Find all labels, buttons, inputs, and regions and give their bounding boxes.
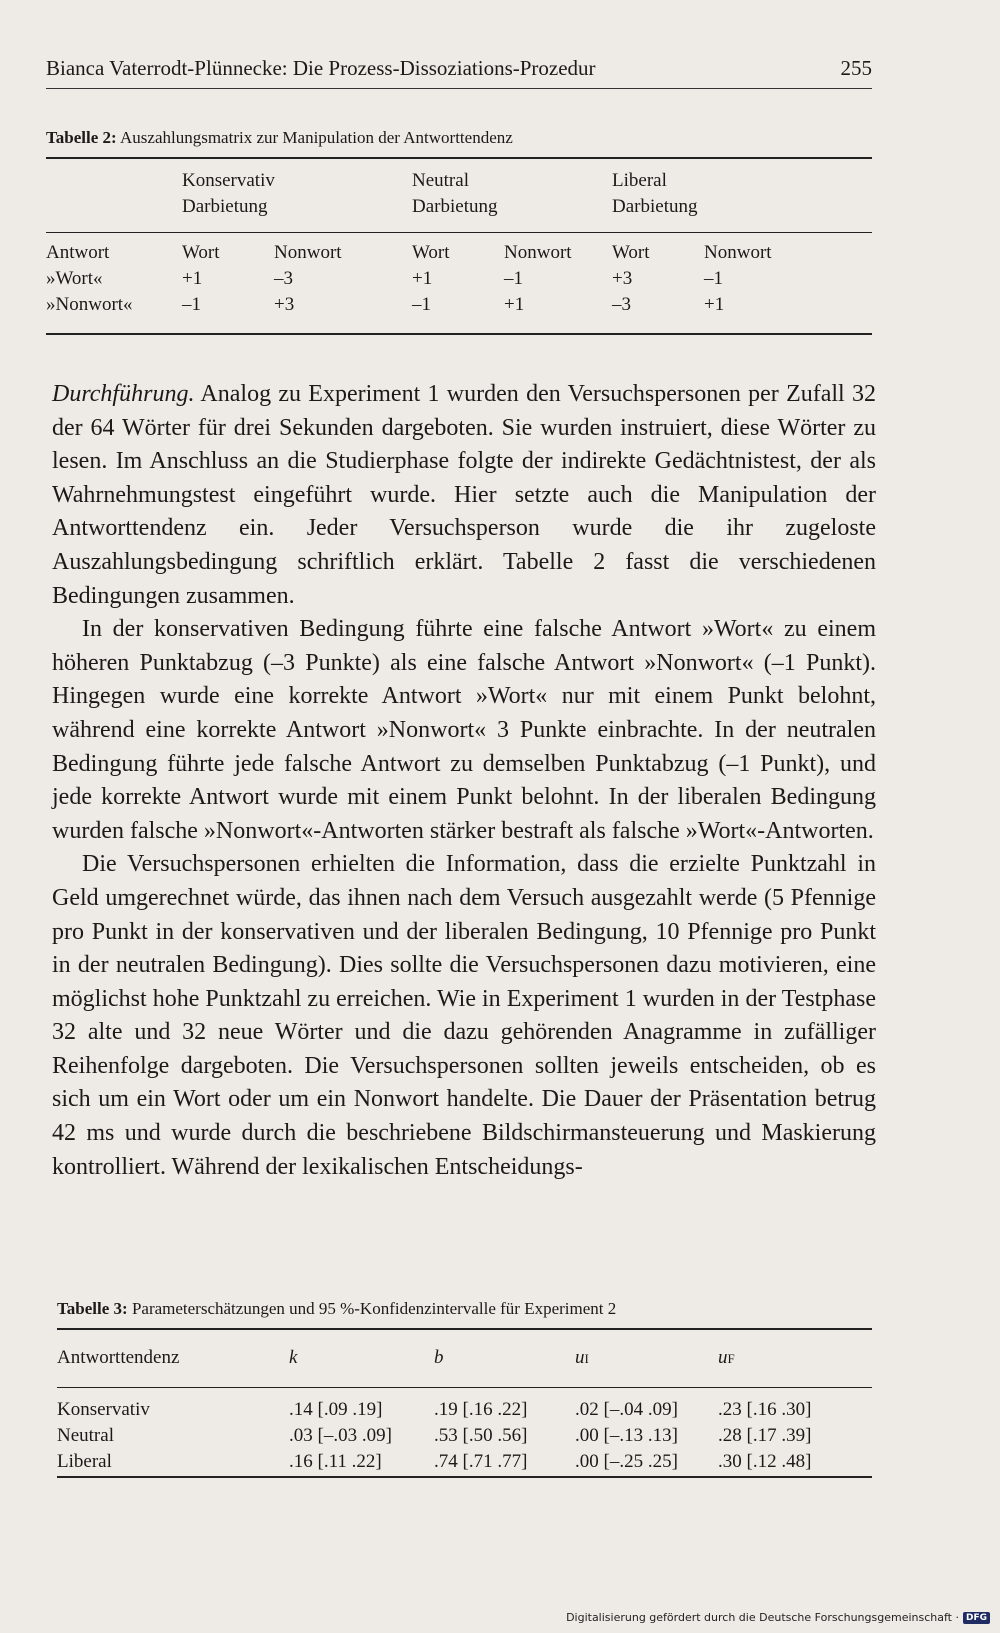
- table2-cell: +3: [274, 294, 295, 315]
- table2-cell: –1: [412, 294, 431, 315]
- table2-group-conservative-sub: Darbietung: [182, 196, 268, 217]
- table3-top-rule: [57, 1328, 872, 1330]
- table2: [46, 170, 872, 320]
- table3-cell: Konservativ: [57, 1399, 150, 1420]
- table3-cell: .00 [–.13 .13]: [575, 1425, 678, 1446]
- table3-cell: .74 [.71 .77]: [434, 1451, 528, 1472]
- table3-header-u: u: [718, 1347, 728, 1368]
- body-text: [52, 378, 876, 1184]
- table2-group-liberal: Liberal: [612, 170, 667, 191]
- table2-subheader-cell: Nonwort: [704, 242, 772, 263]
- table2-group-neutral: Neutral: [412, 170, 469, 191]
- footer-text: Digitalisierung gefördert durch die Deutsche Forschungsgemeinschaft ·: [566, 1611, 959, 1624]
- table2-caption: [46, 128, 513, 148]
- table3-caption-text: Parameterschätzungen und 95 %-Konfidenzintervalle für Experiment 2: [131, 1299, 617, 1318]
- table3-bottom-rule: [57, 1476, 872, 1478]
- table3-cell: Neutral: [57, 1425, 114, 1446]
- table3-label: Tabelle 3:: [57, 1299, 128, 1318]
- table2-top-rule: [46, 157, 872, 159]
- table2-cell: +1: [412, 268, 433, 289]
- table2-label: Tabelle 2:: [46, 128, 117, 147]
- table2-cell: »Wort«: [46, 268, 103, 289]
- table3-cell: Liberal: [57, 1451, 112, 1472]
- paragraph: Die Versuchspersonen erhielten die Information, dass die erzielte Punktzahl in Geld umgerechnet würde, das ihnen nach dem Versuch ausgezahlt werde (5 Pfennige pro Punkt in der konservativen und der liberalen Bedingung, 10 Pfennige pro Punkt in der neutralen Bedingung). Dies sollte die Versuchspersonen dazu motivieren, eine möglichst hohe Punktzahl zu erreichen. Wie in Experiment 1 wurden in der Testphase 32 alte und 32 neue Wörter und die dazu gehörenden Anagramme in zufälliger Reihenfolge dargeboten. Die Versuchspersonen sollten jeweils entscheiden, ob es sich um ein Wort oder um ein Nonwort handelte. Die Dauer der Präsentation betrug 42 ms und wurde durch die beschriebene Bildschirmansteuerung und Maskierung kontrolliert. Während der lexikalischen Entscheidungs-: [52, 851, 876, 1180]
- table2-caption-text: Auszahlungsmatrix zur Manipulation der Antworttendenz: [120, 128, 513, 147]
- table3-header-u: u: [575, 1347, 585, 1368]
- table2-group-row-2: [46, 196, 872, 222]
- table2-subheader-cell: Nonwort: [274, 242, 342, 263]
- table3-header-cell: [718, 1347, 872, 1387]
- table2-group-liberal-sub: Darbietung: [612, 196, 698, 217]
- table2-cell: +3: [612, 268, 633, 289]
- table2-cell: –1: [704, 268, 724, 289]
- table2-cell: –1: [504, 268, 523, 289]
- table2-cell: –3: [612, 294, 632, 315]
- table3: [57, 1347, 872, 1477]
- table2-subheader: [46, 242, 872, 268]
- table2-group-neutral-sub: Darbietung: [412, 196, 498, 217]
- table3-cell: .23 [.16 .30]: [718, 1399, 812, 1420]
- table2-group-conservative: Konservativ: [182, 170, 275, 191]
- table-row: [46, 294, 872, 320]
- page-number: 255: [840, 56, 872, 80]
- table-row: [57, 1399, 872, 1425]
- table3-header-cell: Antworttendenz: [57, 1347, 180, 1368]
- table3-cell: .03 [–.03 .09]: [289, 1425, 392, 1446]
- table3-header-cell: [575, 1347, 718, 1387]
- table2-cell: +1: [504, 294, 525, 315]
- table2-bottom-rule: [46, 333, 872, 335]
- table3-header-cell: b: [434, 1347, 444, 1368]
- table3-cell: .14 [.09 .19]: [289, 1399, 383, 1420]
- table2-subheader-cell: Wort: [612, 242, 650, 263]
- dfg-logo: DFG: [963, 1612, 990, 1624]
- table-row: [57, 1451, 872, 1477]
- table2-subheader-cell: Wort: [412, 242, 450, 263]
- paragraph-lead: Durchführung.: [52, 381, 195, 407]
- table3-header-subscript: F: [727, 1351, 735, 1366]
- table2-cell: »Nonwort«: [46, 294, 133, 315]
- table3-cell: .19 [.16 .22]: [434, 1399, 528, 1420]
- table2-cell: –1: [182, 294, 201, 315]
- table2-cell: +1: [704, 294, 725, 315]
- table-row: [57, 1425, 872, 1451]
- table2-subheader-cell: Wort: [182, 242, 220, 263]
- table3-cell: .28 [.17 .39]: [718, 1425, 812, 1446]
- table3-cell: .30 [.12 .48]: [718, 1451, 812, 1472]
- table3-header-cell: k: [289, 1347, 298, 1368]
- paragraph-text: Analog zu Experiment 1 wurden den Versuchspersonen per Zufall 32 der 64 Wörter für drei Sekunden dargeboten. Sie wurden instruiert, diese Wörter zu lesen. Im Anschluss an die Studierphase folgte der indirekte Gedächtnistest, der als Wahrnehmungstest eingeführt wurde. Hier setzte auch die Manipulation der Antworttendenz ein. Jeder Versuchsperson wurde die ihr zugeloste Auszahlungsbedingung schriftlich erklärt. Tabelle 2 fasst die verschiedenen Bedingungen zusammen.: [52, 381, 876, 609]
- table3-cell: .00 [–.25 .25]: [575, 1451, 678, 1472]
- table2-cell: –3: [274, 268, 293, 289]
- table2-subheader-cell: Antwort: [46, 242, 110, 263]
- paragraph: In der konservativen Bedingung führte eine falsche Antwort »Wort« zu einem höheren Punktabzug (–3 Punkte) als eine falsche Antwort »Nonwort« (–1 Punkt). Hingegen wurde eine korrekte Antwort »Wort« nur mit einem Punkt belohnt, während eine korrekte Antwort »Nonwort« 3 Punkte einbrachte. In der neutralen Bedingung führte jede falsche Antwort zu demselben Punktabzug (–1 Punkt), und jede korrekte Antwort wurde mit einem Punkt belohnt. In der liberalen Bedingung wurden falsche »Nonwort«-Antworten stärker bestraft als falsche »Wort«-Antworten.: [52, 616, 876, 844]
- footer: [566, 1611, 990, 1624]
- table2-cell: +1: [182, 268, 203, 289]
- table3-cell: .16 [.11 .22]: [289, 1451, 382, 1472]
- table2-subheader-cell: Nonwort: [504, 242, 572, 263]
- running-header: [46, 56, 872, 81]
- table3-header-subscript: I: [584, 1351, 589, 1366]
- table2-group-row: [46, 170, 872, 196]
- table3-header: [57, 1347, 872, 1387]
- paragraph: [52, 378, 876, 613]
- table-row: [46, 268, 872, 294]
- header-rule: [46, 88, 872, 89]
- table3-caption: [57, 1299, 616, 1319]
- table3-cell: .53 [.50 .56]: [434, 1425, 528, 1446]
- table3-cell: .02 [–.04 .09]: [575, 1399, 678, 1420]
- running-title: Bianca Vaterrodt-Plünnecke: Die Prozess-Dissoziations-Prozedur: [46, 56, 596, 80]
